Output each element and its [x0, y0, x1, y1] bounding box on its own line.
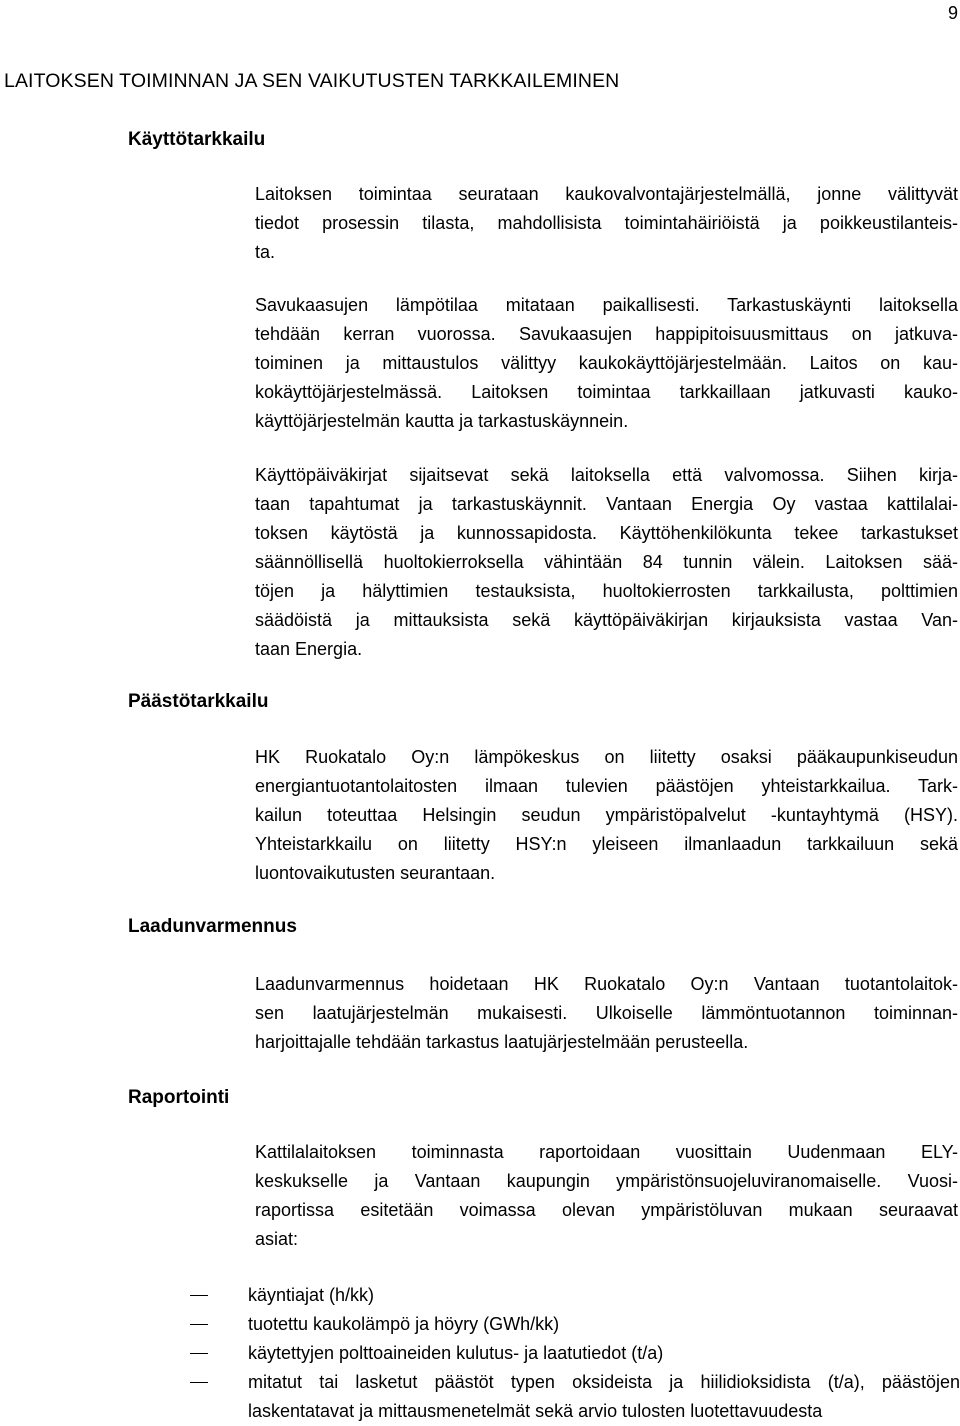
document-title: LAITOKSEN TOIMINNAN JA SEN VAIKUTUSTEN TARKKAILEMINEN — [4, 70, 620, 92]
text-line: harjoittajalle tehdään tarkastus laatujärjestelmään perusteella. — [255, 1032, 749, 1052]
text-line: toiminen ja mittaustulos välittyy kaukokäyttöjärjestelmään. Laitos on kau- — [255, 353, 958, 373]
text-line: käyttöjärjestelmän kautta ja tarkastuskäynnein. — [255, 411, 629, 431]
list-item — [190, 1368, 960, 1426]
text-line: tiedot prosessin tilasta, mahdollisista toimintahäiriöistä ja poikkeustilanteis- — [255, 213, 958, 233]
list-item-text: käyntiajat (h/kk) — [248, 1285, 375, 1305]
heading-laadunvarmennus: Laadunvarmennus — [128, 916, 297, 937]
list-item — [190, 1310, 960, 1339]
dash-bullet-icon — [190, 1382, 208, 1383]
text-line: tehdään kerran vuorossa. Savukaasujen happipitoisuusmittaus on jatkuva- — [255, 324, 958, 344]
text-line: töjen ja hälyttimien testauksista, huoltokierrosten tarkkailusta, polttimien — [255, 581, 958, 601]
text-line: HK Ruokatalo Oy:n lämpökeskus on liitetty osaksi pääkaupunkiseudun — [255, 747, 958, 767]
paragraph-flue-gas — [255, 291, 958, 436]
text-line: Laitoksen toimintaa seurataan kaukovalvontajärjestelmällä, jonne välittyvät — [255, 184, 958, 204]
text-line: säädöistä ja mittauksista sekä käyttöpäiväkirjan kirjauksista vastaa Van- — [255, 610, 958, 630]
paragraph-monitoring-system — [255, 180, 958, 267]
dash-bullet-icon — [190, 1353, 208, 1354]
text-line: sen laatujärjestelmän mukaisesti. Ulkoiselle lämmöntuotannon toiminnan- — [255, 1003, 958, 1023]
paragraph-emission-monitoring — [255, 743, 958, 888]
text-line: Kattilalaitoksen toiminnasta raportoidaan vuosittain Uudenmaan ELY- — [255, 1142, 958, 1162]
heading-raportointi: Raportointi — [128, 1087, 230, 1108]
text-line: Käyttöpäiväkirjat sijaitsevat sekä laitoksella että valvomossa. Siihen kirja- — [255, 465, 958, 485]
text-line: Savukaasujen lämpötilaa mitataan paikallisesti. Tarkastuskäynti laitoksella — [255, 295, 958, 315]
reporting-items-list — [190, 1281, 960, 1426]
text-line: luontovaikutusten seurantaan. — [255, 863, 496, 883]
text-line: energiantuotantolaitosten ilmaan tulevien päästöjen yhteistarkkailua. Tark- — [255, 776, 958, 796]
list-item-text: käytettyjen polttoaineiden kulutus- ja laatutiedot (t/a) — [248, 1343, 664, 1363]
text-line: taan Energia. — [255, 639, 363, 659]
paragraph-quality-assurance — [255, 970, 958, 1057]
text-line: asiat: — [255, 1229, 299, 1249]
list-item-text: tuotettu kaukolämpö ja höyry (GWh/kk) — [248, 1314, 560, 1334]
page-number: 9 — [947, 3, 958, 23]
text-line: kailun toteuttaa Helsingin seudun ympäristöpalvelut -kuntayhtymä (HSY). — [255, 805, 958, 825]
text-line: säännöllisellä huoltokierroksella vähintään 84 tunnin välein. Laitoksen sää- — [255, 552, 958, 572]
heading-paastotarkkailu: Päästötarkkailu — [128, 691, 269, 712]
paragraph-reporting — [255, 1138, 958, 1254]
list-item — [190, 1339, 960, 1368]
text-line: Laadunvarmennus hoidetaan HK Ruokatalo Oy:n Vantaan tuotantolaitok- — [255, 974, 958, 994]
heading-kayttotarkkailu: Käyttötarkkailu — [128, 129, 266, 150]
text-line: Yhteistarkkailu on liitetty HSY:n yleiseen ilmanlaadun tarkkailuun sekä — [255, 834, 958, 854]
list-item-text: laskentatavat ja mittausmenetelmät sekä arvio tulosten luotettavuudesta — [248, 1401, 823, 1421]
paragraph-logbooks — [255, 461, 958, 664]
list-item-text: mitatut tai lasketut päästöt typen oksideista ja hiilidioksidista (t/a), päästöjen — [248, 1372, 960, 1392]
text-line: toksen käytöstä ja kunnossapidosta. Käyttöhenkilökunta tekee tarkastukset — [255, 523, 958, 543]
text-line: ta. — [255, 242, 276, 262]
dash-bullet-icon — [190, 1324, 208, 1325]
list-item — [190, 1281, 960, 1310]
text-line: taan tapahtumat ja tarkastuskäynnit. Vantaan Energia Oy vastaa kattilalai- — [255, 494, 958, 514]
text-line: kokäyttöjärjestelmässä. Laitoksen toimintaa tarkkaillaan jatkuvasti kauko- — [255, 382, 958, 402]
dash-bullet-icon — [190, 1295, 208, 1296]
text-line: raportissa esitetään voimassa olevan ympäristöluvan mukaan seuraavat — [255, 1200, 958, 1220]
text-line: keskukselle ja Vantaan kaupungin ympäristönsuojeluviranomaiselle. Vuosi- — [255, 1171, 958, 1191]
